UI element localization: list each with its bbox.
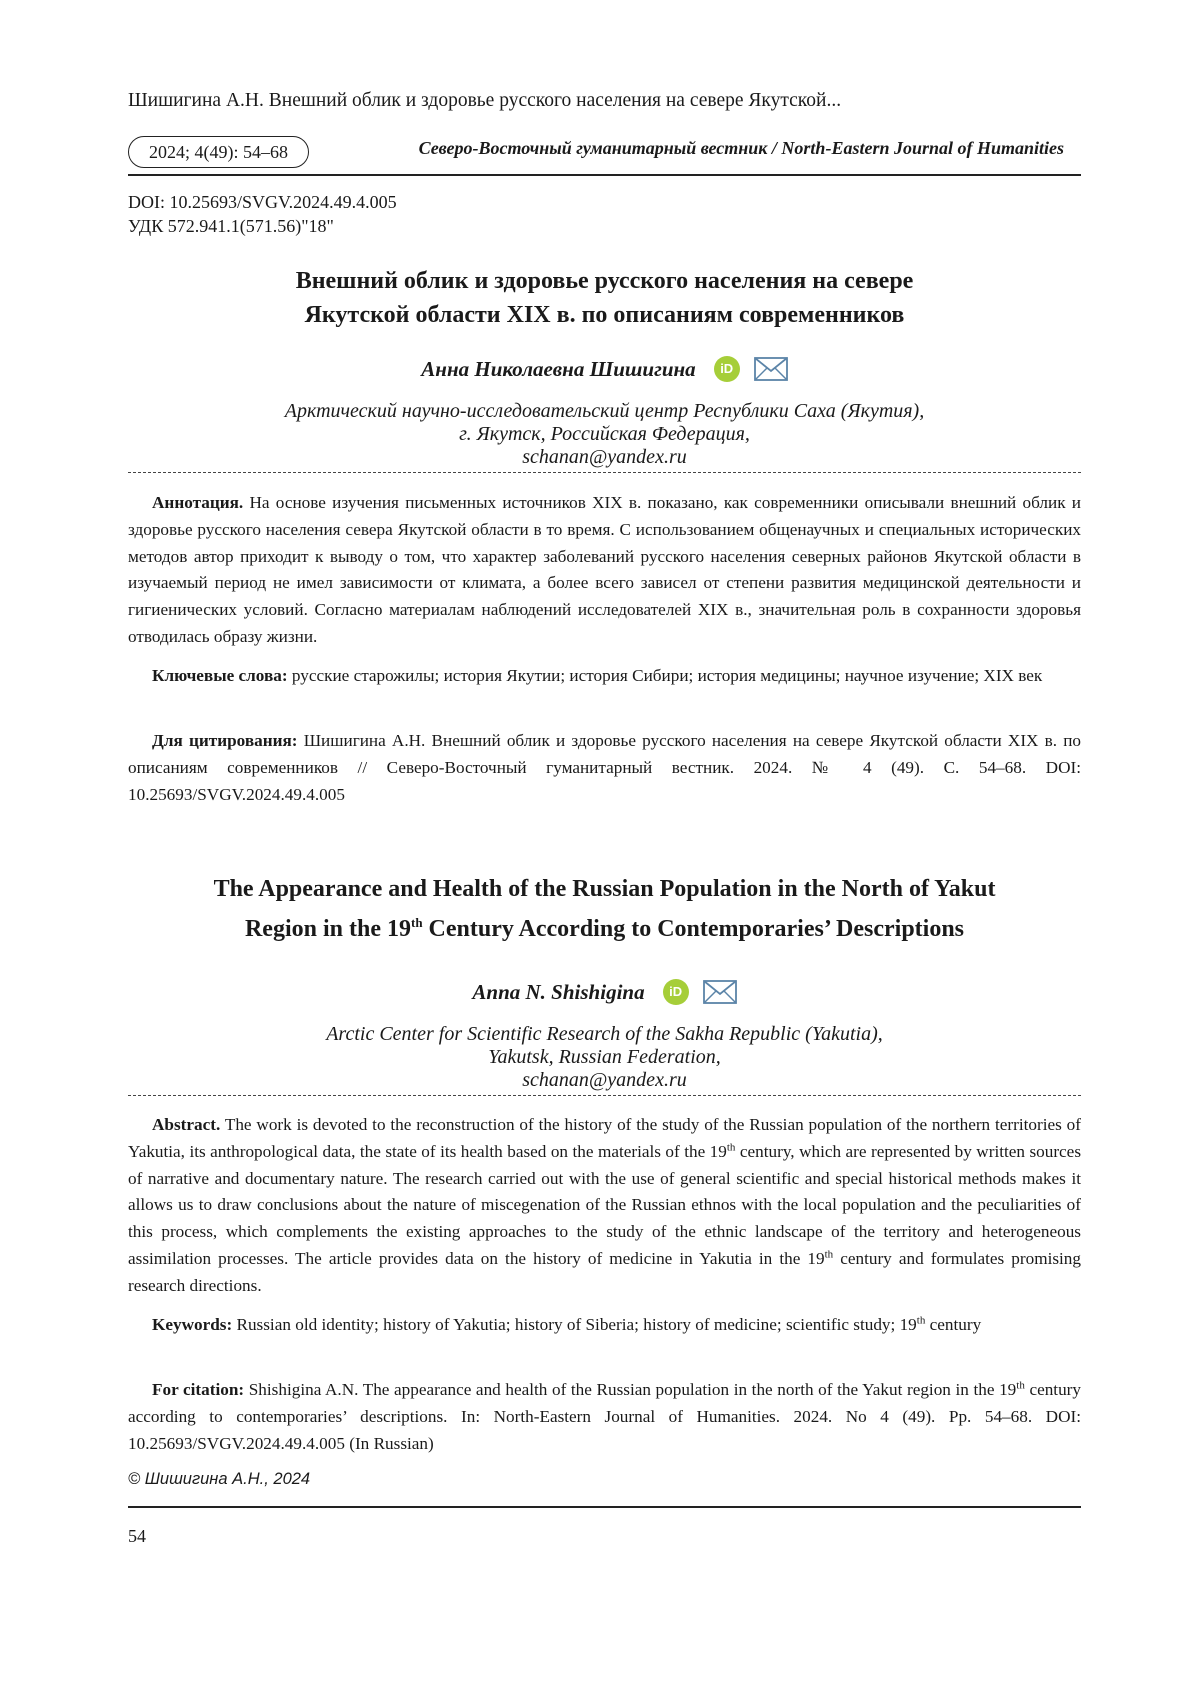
footer-rule [128, 1506, 1081, 1508]
title-en [128, 872, 1081, 946]
annotation-label: Аннотация. [152, 493, 244, 512]
title-en-line2: Region in the 19th Century According to Contemporaries’ Descriptions [244, 915, 965, 942]
dashed-divider [128, 1095, 1081, 1096]
page-number: 54 [128, 1526, 146, 1546]
author-ru [128, 352, 1081, 384]
mail-icon[interactable] [754, 357, 788, 381]
doi-block [128, 190, 397, 238]
affiliation-en [128, 1023, 1081, 1092]
email-link-en[interactable]: schanan@yandex.ru [522, 1069, 687, 1091]
affiliation-ru-line1: Арктический научно-исследовательский центр Республики Саха (Якутия), [284, 400, 925, 422]
title-ru-line2: Якутской области XIX в. по описаниям современников [304, 302, 905, 328]
citation-en: For citation: Shishigina A.N. The appearance and health of the Russian population in the north of the Yakut region in the 19th century according to contemporaries’ descriptions. In: North-Eastern Journal of Humanities. 2024. No 4 (49). Pp. 54–68. DOI: 10.25693/SVGV.2024.49.4.005 (In Russian) [128, 1379, 1081, 1453]
keywords-en-label: Keywords: [152, 1315, 233, 1334]
running-head: Шишигина А.Н. Внешний облик и здоровье русского населения на севере Якутской... [128, 90, 842, 111]
citation-ru-label: Для цитирования: [152, 731, 298, 750]
annotation-ru [128, 490, 1081, 651]
affiliation-ru-line2: г. Якутск, Российская Федерация, [459, 423, 750, 445]
journal-name: Северо-Восточный гуманитарный вестник / North-Eastern Journal of Humanities [418, 138, 1064, 158]
dashed-divider [128, 472, 1081, 473]
email-link-ru[interactable]: schanan@yandex.ru [522, 446, 687, 468]
author-en [128, 975, 1081, 1007]
orcid-icon[interactable]: iD [714, 356, 740, 382]
citation-ru-text: Шишигина А.Н. Внешний облик и здоровье русского населения на севере Якутской области XIX в. по описаниям современников // Северо-Восточный гуманитарный вестник. 2024. № 4 (49). С. 54–68. DOI: 10.25693/SVGV.2024.49.4.005 [128, 731, 1082, 804]
annotation-text: На основе изучения письменных источников XIX в. показано, как современники описывали внешний облик и здоровье русского населения севера Якутской области в то время. С использованием общенаучных и специальных исторических методов автор приходит к выводу о том, что характер заболеваний русского населения северных районов Якутской области в изучаемый период не имел зависимости от климата, а более всего зависел от степени развития медицинской деятельности и гигиенических условий. Согласно материалам наблюдений исследователей XIX в., значительная роль в сохранности здоровья отводилась образу жизни. [128, 493, 1082, 646]
copyright: © Шишигина А.Н., 2024 [128, 1470, 311, 1488]
doi-link[interactable]: DOI: 10.25693/SVGV.2024.49.4.005 [128, 192, 397, 212]
title-ru-line1: Внешний облик и здоровье русского населения на севере [295, 268, 914, 294]
affiliation-en-line2: Yakutsk, Russian Federation, [488, 1046, 721, 1068]
author-name-ru: Анна Николаевна Шишигина [421, 357, 696, 382]
orcid-icon[interactable]: iD [663, 979, 689, 1005]
udk-code: УДК 572.941.1(571.56)"18" [128, 216, 334, 236]
title-ru [128, 264, 1081, 332]
author-name-en: Anna N. Shishigina [472, 980, 645, 1005]
journal-bar [128, 132, 1081, 176]
affiliation-ru [128, 400, 1081, 469]
citation-ru [128, 728, 1081, 808]
abstract-en: Abstract. The work is devoted to the reconstruction of the history of the study of the Russian population of the northern territories of Yakutia, its anthropological data, the state of its health based on the materials of the 19th century, which are represented by written sources of narrative and documentary nature. The research carried out with the use of general scientific and special historical methods makes it allows us to draw conclusions about the nature of miscegenation of the Russian ethnos with the local population and the peculiarities of this process, which complements the existing approaches to the study of the ethnic landscape of the territory and heterogeneous assimilation processes. The article provides data on the history of medicine in Yakutia in the 19th century and formulates promising research directions. [128, 1115, 1082, 1295]
affiliation-en-line1: Arctic Center for Scientific Research of the Sakha Republic (Yakutia), [326, 1023, 883, 1045]
issue-badge: 2024; 4(49): 54–68 [128, 136, 309, 168]
citation-en-label: For citation: [152, 1380, 245, 1399]
title-en-line1: The Appearance and Health of the Russian Population in the North of Yakut [213, 876, 996, 902]
keywords-en: Keywords: Russian old identity; history of Yakutia; history of Siberia; history of medicine; scientific study; 19th century [152, 1314, 982, 1334]
abstract-label: Abstract. [152, 1115, 221, 1134]
keywords-ru [128, 663, 1081, 690]
mail-icon[interactable] [703, 980, 737, 1004]
keywords-ru-text: русские старожилы; история Якутии; история Сибири; история медицины; научное изучение; XIX век [291, 666, 1043, 685]
keywords-ru-label: Ключевые слова: [152, 666, 288, 685]
